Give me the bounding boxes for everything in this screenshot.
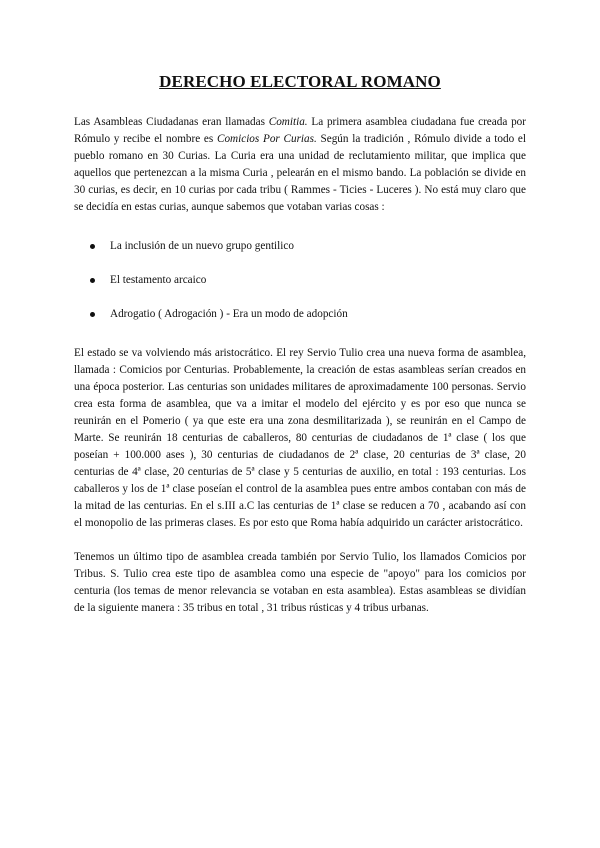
document-page	[74, 72, 526, 617]
term-comicios-por-curias: Comicios Por Curias.	[216, 133, 317, 145]
paragraph-centurias: El estado se va volviendo más aristocrático. El rey Servio Tulio crea una nueva forma de asamblea, llamada : Comicios por Centurias. Probablemente, la creación de estas asambleas serían creados en una época posterior. Las centurias son unidades militares de aproximadamente 100 personas. Servio crea esta forma de asamblea, que va a imitar el modelo del ejército y es por eso que nunca se reunirán en el Pomerio ( ya que este era una zona desmilitarizada ), se reunirán en el Campo de Marte. Se reunirán 18 centurias de caballeros, 80 centurias de ciudadanos de 1ª clase ( los que poseían + 100.000 ases ), 30 centurias de ciudadanos de 2ª clase, 20 centurias de 3ª clase, 20 centurias de 4ª clase, 20 centurias de 5ª clase y 5 centurias de auxilio, en total : 193 centurias. Los caballeros y los de 1ª clase poseían el control de la asamblea pues entre ambos contaban con más de la mitad de las centurias. En el s.III a.C las centurias de 1ª clase se reducen a 70 , acabando así con el monopolio de las primeras clases. Es por esto que Roma había adquirido un carácter aristocrático.	[74, 347, 526, 529]
paragraph-comitia	[74, 114, 526, 216]
paragraph-tribus: Tenemos un último tipo de asamblea creada también por Servio Tulio, los llamados Comicios por Tribus. S. Tulio crea este tipo de asamblea como una especie de "apoyo" para los comicios por centuria (los temas de menor relevancia se votaban en esta asamblea). Estas asambleas se dividían de la siguiente manera : 35 tribus en total , 31 tribus rústicas y 4 tribus urbanas.	[74, 551, 526, 614]
paragraph-spacer	[74, 532, 526, 549]
curias-votes-list	[74, 238, 526, 323]
list-item	[74, 238, 526, 255]
term-comitia: Comitia.	[268, 116, 308, 128]
list-item	[74, 306, 526, 323]
bullet-icon	[90, 312, 95, 317]
list-item	[74, 272, 526, 289]
list-item-text: El testamento arcaico	[110, 274, 207, 286]
bullet-icon	[90, 244, 95, 249]
bullet-icon	[90, 278, 95, 283]
list-item-text: La inclusión de un nuevo grupo gentilico	[110, 240, 294, 252]
paragraph-comitia-text-a: Las Asambleas Ciudadanas eran llamadas	[74, 116, 269, 128]
document-title: DERECHO ELECTORAL ROMANO	[159, 72, 441, 91]
list-item-text: Adrogatio ( Adrogación ) - Era un modo de adopción	[110, 308, 348, 320]
paragraph-comitia-text-e: Según la tradición , Rómulo divide a todo el pueblo romano en 30 Curias. La Curia era una unidad de reclutamiento militar, que implica que aquellos que pertenezcan a la misma Curia , pelearán en el mismo bando. La población se divide en 30 curias, es decir, en 10 curias por cada tribu ( Rammes - Ticies - Luceres ). No está muy claro que se decidía en estas curias, aunque sabemos que votaban varias cosas :	[74, 133, 526, 213]
paragraph-comitia-text-c: La primera asamblea ciudadana fue creada por Rómulo y recibe el nombre es	[74, 116, 526, 145]
